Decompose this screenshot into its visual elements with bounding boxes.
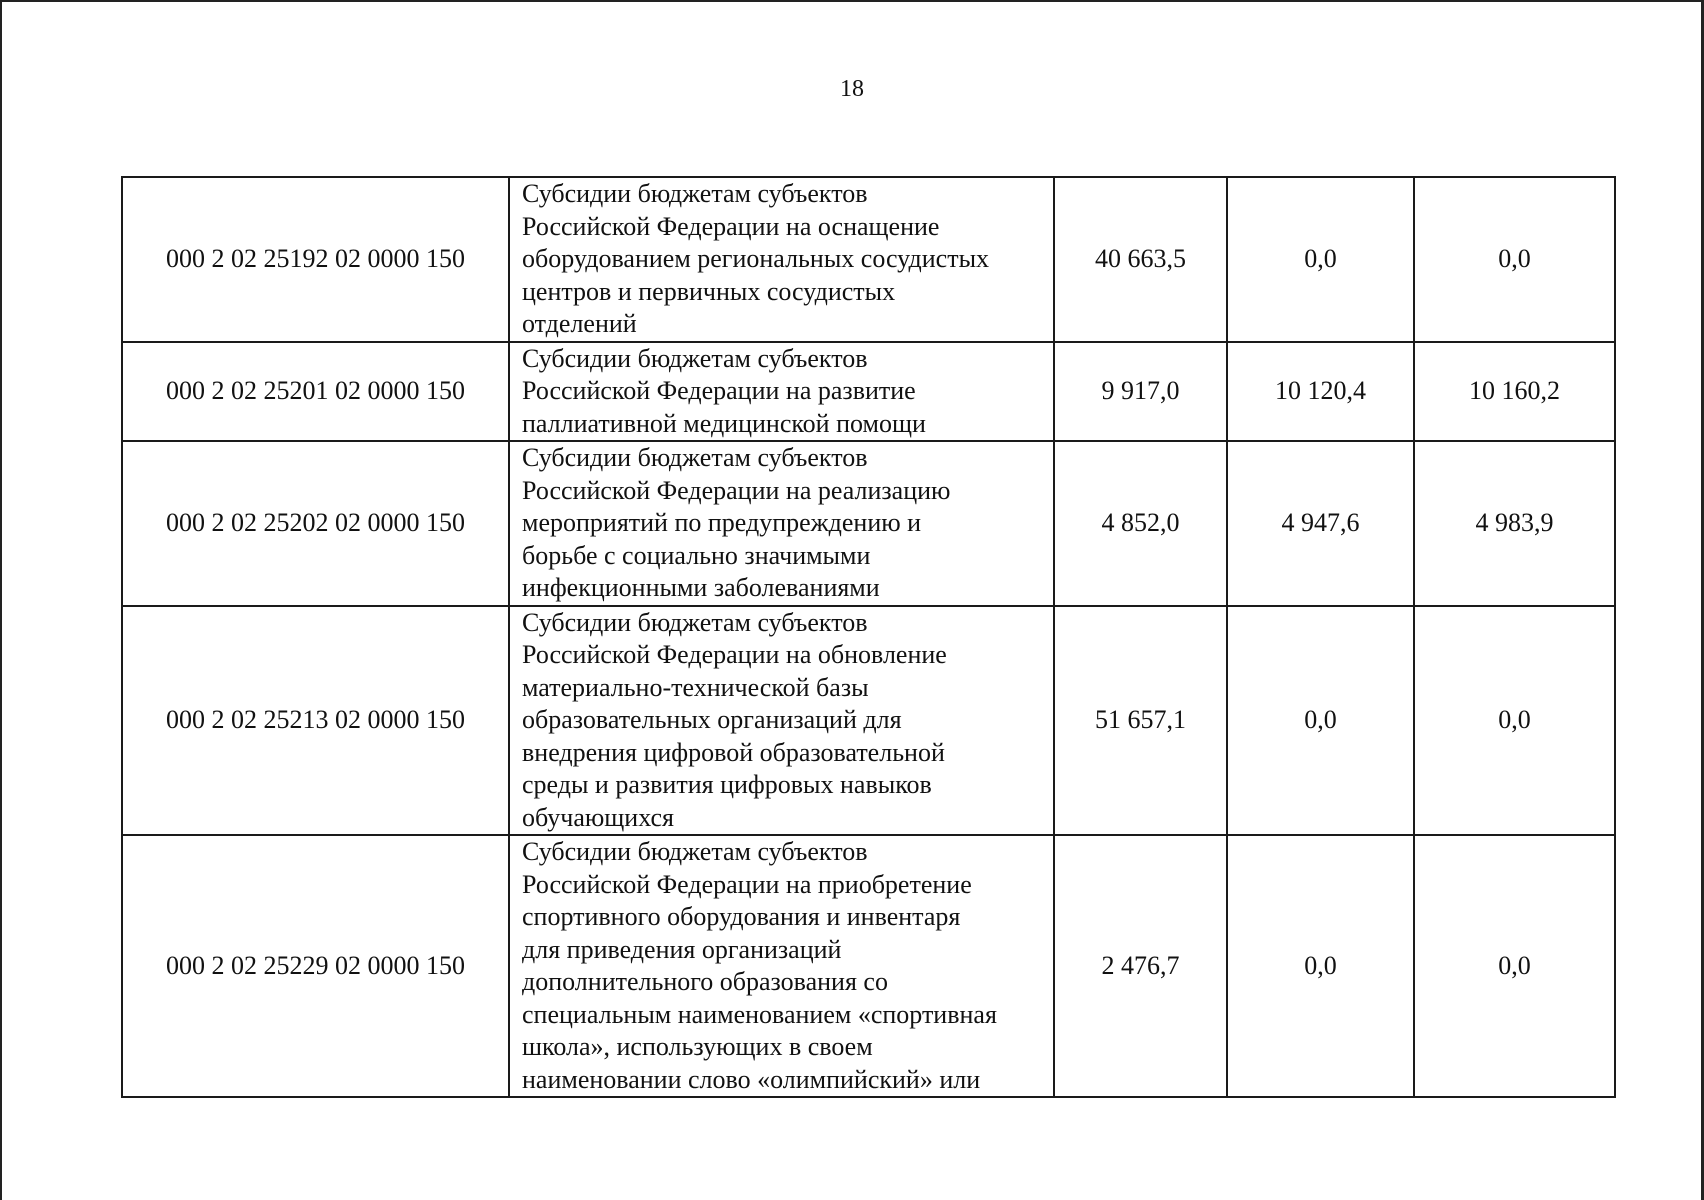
amount-cell-1: 9 917,0 [1054, 342, 1227, 442]
description-line: мероприятий по предупреждению и [522, 508, 922, 537]
description-line: Российской Федерации на реализацию [522, 475, 951, 505]
description-line: дополнительного образования со [522, 967, 888, 996]
description-cell [509, 835, 1054, 1097]
description-line: специальным наименованием «спортивная [522, 999, 997, 1029]
amount-cell-3: 0,0 [1414, 835, 1615, 1097]
budget-code-cell: 000 2 02 25202 02 0000 150 [122, 441, 509, 606]
description-line: среды и развития цифровых навыков [522, 770, 932, 799]
description-line: Субсидии бюджетам субъектов [522, 443, 868, 472]
budget-code-cell: 000 2 02 25201 02 0000 150 [122, 342, 509, 442]
description-line: борьбе с социально значимыми [522, 540, 871, 570]
amount-cell-2: 0,0 [1227, 835, 1414, 1097]
amount-cell-3: 0,0 [1414, 177, 1615, 342]
amount-cell-2: 0,0 [1227, 177, 1414, 342]
description-line: школа», использующих в своем [522, 1032, 873, 1061]
description-line: центров и первичных сосудистых [522, 276, 896, 306]
page-border-top [0, 0, 1704, 2]
table-row [122, 177, 1615, 342]
description-line: обучающихся [522, 802, 674, 832]
description-line: наименовании слово «олимпийский» или [522, 1064, 981, 1094]
description-line: спортивного оборудования и инвентаря [522, 902, 961, 931]
amount-cell-3: 4 983,9 [1414, 441, 1615, 606]
page-border-left [0, 0, 2, 1200]
description-line: Российской Федерации на обновление [522, 640, 947, 669]
table-row [122, 606, 1615, 836]
description-cell [509, 177, 1054, 342]
description-line: оборудованием региональных сосудистых [522, 244, 990, 273]
amount-cell-1: 51 657,1 [1054, 606, 1227, 836]
description-line: материально-технической базы [522, 672, 869, 702]
description-line: Субсидии бюджетам субъектов [522, 607, 868, 637]
table-row [122, 441, 1615, 606]
description-line: образовательных организаций для [522, 705, 902, 734]
description-line: для приведения организаций [522, 934, 842, 964]
description-cell [509, 606, 1054, 836]
table-row [122, 342, 1615, 442]
budget-code-cell: 000 2 02 25213 02 0000 150 [122, 606, 509, 836]
description-line: инфекционными заболеваниями [522, 573, 880, 602]
amount-cell-2: 0,0 [1227, 606, 1414, 836]
budget-table [121, 176, 1616, 1098]
description-line: Российской Федерации на развитие [522, 376, 916, 405]
budget-code-cell: 000 2 02 25229 02 0000 150 [122, 835, 509, 1097]
amount-cell-2: 4 947,6 [1227, 441, 1414, 606]
description-line: Субсидии бюджетам субъектов [522, 343, 868, 373]
amount-cell-3: 10 160,2 [1414, 342, 1615, 442]
description-cell [509, 441, 1054, 606]
table-row [122, 835, 1615, 1097]
amount-cell-3: 0,0 [1414, 606, 1615, 836]
amount-cell-2: 10 120,4 [1227, 342, 1414, 442]
amount-cell-1: 4 852,0 [1054, 441, 1227, 606]
amount-cell-1: 40 663,5 [1054, 177, 1227, 342]
description-line: отделений [522, 309, 637, 338]
description-line: Российской Федерации на оснащение [522, 211, 940, 241]
amount-cell-1: 2 476,7 [1054, 835, 1227, 1097]
page-number: 18 [840, 76, 864, 102]
description-line: Субсидии бюджетам субъектов [522, 837, 868, 866]
description-cell [509, 342, 1054, 442]
description-line: Субсидии бюджетам субъектов [522, 179, 868, 208]
budget-code-cell: 000 2 02 25192 02 0000 150 [122, 177, 509, 342]
description-line: паллиативной медицинской помощи [522, 408, 926, 438]
description-line: внедрения цифровой образовательной [522, 737, 945, 767]
description-line: Российской Федерации на приобретение [522, 869, 972, 899]
